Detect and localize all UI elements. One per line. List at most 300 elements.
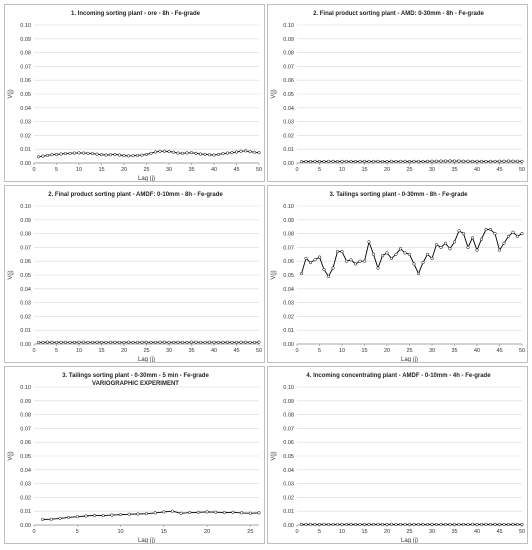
chart-title: 3. Tailings sorting plant - 0-30mm - 5 min - Fe-grade [62, 373, 209, 379]
y-tick-label: 0.05 [20, 92, 31, 98]
y-axis-label: V(j) [8, 270, 14, 280]
x-axis-label: Lag (j) [137, 176, 156, 182]
data-point [64, 341, 67, 344]
data-point [100, 341, 103, 344]
data-point [368, 523, 371, 526]
data-point [76, 515, 79, 518]
data-point [154, 151, 157, 154]
data-point [381, 254, 384, 257]
x-tick-label: 5 [317, 348, 322, 354]
data-point [444, 160, 447, 163]
data-point [132, 341, 135, 344]
data-point [521, 232, 524, 235]
data-point [206, 511, 209, 514]
data-point [213, 154, 216, 157]
data-point [327, 275, 330, 278]
data-point [258, 341, 261, 344]
data-point [105, 341, 108, 344]
data-point [503, 242, 506, 245]
y-tick-label: 0.06 [20, 440, 31, 447]
x-tick-label: 20 [383, 529, 391, 535]
series-line [43, 511, 259, 519]
data-point [413, 523, 416, 526]
chart-panel-6 [267, 366, 528, 544]
data-point [399, 247, 402, 250]
y-tick-label: 0.02 [283, 314, 294, 321]
y-tick-label: 0.04 [283, 467, 294, 474]
x-tick-label: 50 [518, 348, 526, 354]
data-point [136, 341, 139, 344]
data-point [485, 228, 488, 231]
x-tick-label: 25 [247, 529, 254, 535]
data-point [154, 512, 157, 515]
data-point [431, 257, 434, 260]
data-point [93, 514, 96, 517]
x-tick-label: 10 [338, 167, 346, 173]
data-point [118, 154, 121, 157]
y-tick-label: 0.10 [20, 385, 31, 391]
data-point [127, 155, 130, 158]
data-point [73, 152, 76, 155]
y-tick-label: 0.09 [283, 398, 294, 405]
y-tick-label: 0.08 [283, 412, 294, 419]
data-point [395, 253, 398, 256]
y-tick-label: 0.08 [20, 50, 31, 57]
x-tick-label: 25 [406, 529, 413, 535]
x-tick-label: 45 [233, 167, 240, 173]
data-point [458, 230, 461, 233]
data-point [453, 241, 456, 244]
data-point [188, 511, 191, 514]
data-point [449, 247, 452, 250]
data-point [408, 523, 411, 526]
data-point [494, 160, 497, 163]
data-point [181, 152, 184, 155]
data-point [363, 523, 366, 526]
data-point [426, 160, 429, 163]
y-tick-label: 0.01 [283, 509, 294, 516]
data-point [422, 160, 425, 163]
chart-svg [5, 5, 265, 182]
series-line [302, 161, 523, 162]
y-tick-label: 0.07 [283, 426, 294, 433]
data-point [476, 523, 479, 526]
x-tick-label: 40 [473, 167, 481, 173]
data-point [46, 341, 49, 344]
y-axis-label: V(j) [271, 451, 277, 461]
data-point [404, 160, 407, 163]
data-point [55, 153, 58, 156]
data-point [404, 523, 407, 526]
x-tick-label: 30 [428, 348, 436, 354]
data-point [408, 160, 411, 163]
y-tick-label: 0.10 [283, 204, 294, 210]
data-point [258, 512, 261, 515]
y-tick-label: 0.05 [283, 273, 294, 279]
data-point [462, 160, 465, 163]
x-tick-label: 5 [317, 529, 322, 535]
y-tick-label: 0.03 [283, 119, 294, 126]
chart-panel-2 [267, 4, 528, 182]
y-tick-label: 0.05 [20, 273, 31, 279]
data-point [489, 160, 492, 163]
data-point [318, 256, 321, 259]
data-point [168, 150, 171, 153]
x-tick-label: 30 [165, 348, 173, 354]
data-point [114, 341, 117, 344]
data-point [435, 243, 438, 246]
data-point [399, 523, 402, 526]
data-point [377, 160, 380, 163]
data-point [498, 249, 501, 252]
data-point [431, 523, 434, 526]
data-point [521, 160, 524, 163]
x-tick-label: 20 [204, 529, 211, 535]
data-point [100, 153, 103, 156]
x-tick-label: 5 [54, 167, 59, 173]
data-point [471, 523, 474, 526]
data-point [231, 151, 234, 154]
data-point [141, 341, 144, 344]
data-point [232, 511, 235, 514]
data-point [404, 252, 407, 255]
data-point [507, 523, 510, 526]
data-point [422, 523, 425, 526]
data-point [145, 153, 148, 156]
data-point [226, 152, 229, 155]
data-point [123, 154, 126, 157]
x-tick-label: 40 [210, 348, 218, 354]
data-point [489, 228, 492, 231]
data-point [444, 242, 447, 245]
data-point [359, 523, 362, 526]
y-tick-label: 0.09 [20, 217, 31, 224]
y-tick-label: 0.07 [20, 245, 31, 252]
data-point [309, 160, 312, 163]
data-point [345, 260, 348, 263]
data-point [300, 523, 303, 526]
data-point [96, 153, 99, 156]
data-point [85, 515, 88, 518]
data-point [435, 523, 438, 526]
x-tick-label: 0 [295, 167, 299, 173]
y-axis-label: V(j) [271, 270, 277, 280]
chart-title: 2. Final product sorting plant - AMD: 0-30mm - 8h - Fe-grade [313, 11, 484, 17]
data-point [359, 160, 362, 163]
data-point [119, 513, 122, 516]
x-tick-label: 50 [255, 348, 263, 354]
data-point [422, 261, 425, 264]
y-tick-label: 0.09 [20, 36, 31, 43]
data-point [217, 341, 220, 344]
data-point [253, 341, 256, 344]
data-point [190, 151, 193, 154]
data-point [91, 152, 94, 155]
x-tick-label: 35 [188, 167, 195, 173]
data-point [372, 160, 375, 163]
data-point [37, 341, 40, 344]
x-tick-label: 45 [496, 348, 503, 354]
data-point [417, 160, 420, 163]
x-tick-label: 0 [32, 529, 36, 535]
y-tick-label: 0.01 [20, 147, 31, 154]
data-point [471, 160, 474, 163]
data-point [489, 523, 492, 526]
x-tick-label: 15 [160, 529, 167, 535]
x-tick-label: 30 [428, 529, 436, 535]
data-point [258, 151, 261, 154]
data-point [480, 238, 483, 241]
data-point [413, 160, 416, 163]
y-tick-label: 0.00 [283, 523, 294, 529]
data-point [449, 160, 452, 163]
x-tick-label: 10 [75, 348, 83, 354]
data-point [480, 523, 483, 526]
y-tick-label: 0.00 [283, 161, 294, 167]
data-point [467, 523, 470, 526]
data-point [41, 518, 44, 521]
y-tick-label: 0.01 [283, 147, 294, 154]
data-point [180, 512, 183, 515]
x-tick-label: 15 [361, 348, 368, 354]
x-tick-label: 15 [98, 348, 105, 354]
data-point [204, 341, 207, 344]
chart-title: 4. Incoming concentrating plant - AMDF - 0-10mm - 4h - Fe-grade [306, 373, 491, 379]
y-axis-label: V(j) [271, 89, 277, 99]
data-point [60, 153, 63, 156]
data-point [132, 154, 135, 157]
data-point [431, 160, 434, 163]
data-point [109, 153, 112, 156]
data-point [480, 160, 483, 163]
data-point [390, 257, 393, 260]
x-tick-label: 35 [451, 529, 458, 535]
data-point [435, 160, 438, 163]
y-tick-label: 0.10 [283, 23, 294, 29]
data-point [42, 341, 45, 344]
data-point [96, 341, 99, 344]
data-point [413, 263, 416, 266]
x-tick-label: 40 [210, 167, 218, 173]
y-tick-label: 0.05 [283, 454, 294, 460]
chart-svg [268, 5, 528, 182]
data-point [507, 235, 510, 238]
data-point [78, 152, 81, 155]
data-point [249, 150, 252, 153]
data-point [195, 341, 198, 344]
x-tick-label: 0 [295, 348, 299, 354]
data-point [498, 523, 501, 526]
data-point [163, 150, 166, 153]
y-tick-label: 0.06 [20, 259, 31, 266]
y-tick-label: 0.02 [283, 495, 294, 502]
chart-panel-4 [267, 185, 528, 363]
data-point [231, 341, 234, 344]
data-point [208, 341, 211, 344]
y-tick-label: 0.04 [283, 286, 294, 293]
data-point [226, 341, 229, 344]
data-point [363, 160, 366, 163]
data-point [55, 341, 58, 344]
data-point [50, 518, 53, 521]
data-point [168, 341, 171, 344]
data-point [163, 511, 166, 514]
data-point [521, 523, 524, 526]
data-point [128, 513, 131, 516]
data-point [249, 341, 252, 344]
data-point [111, 514, 114, 517]
data-point [512, 160, 515, 163]
data-point [145, 512, 148, 515]
data-point [354, 523, 357, 526]
y-tick-label: 0.00 [20, 161, 31, 167]
y-tick-label: 0.03 [20, 481, 31, 488]
data-point [51, 153, 54, 156]
chart-svg [5, 367, 265, 544]
data-point [440, 523, 443, 526]
data-point [467, 246, 470, 249]
y-tick-label: 0.10 [20, 23, 31, 29]
data-point [300, 160, 303, 163]
data-point [305, 523, 308, 526]
y-tick-label: 0.06 [283, 78, 294, 85]
data-point [332, 160, 335, 163]
y-tick-label: 0.09 [20, 398, 31, 405]
x-tick-label: 50 [518, 529, 526, 535]
x-tick-label: 50 [255, 167, 263, 173]
x-tick-label: 15 [361, 529, 368, 535]
data-point [494, 232, 497, 235]
data-point [471, 236, 474, 239]
y-tick-label: 0.08 [283, 50, 294, 57]
data-point [390, 523, 393, 526]
data-point [462, 232, 465, 235]
data-point [213, 341, 216, 344]
data-point [453, 160, 456, 163]
data-point [118, 341, 121, 344]
y-tick-label: 0.02 [20, 314, 31, 321]
data-point [51, 341, 54, 344]
data-point [305, 160, 308, 163]
y-tick-label: 0.00 [20, 523, 31, 529]
data-point [354, 263, 357, 266]
data-point [498, 160, 501, 163]
data-point [323, 268, 326, 271]
data-point [42, 155, 45, 158]
y-tick-label: 0.01 [20, 509, 31, 516]
y-tick-label: 0.00 [283, 342, 294, 348]
chart-panel-3 [4, 185, 265, 363]
x-tick-label: 50 [518, 167, 526, 173]
x-tick-label: 10 [117, 529, 124, 535]
x-tick-label: 25 [143, 167, 150, 173]
x-tick-label: 5 [317, 167, 322, 173]
data-point [341, 160, 344, 163]
data-point [440, 246, 443, 249]
data-point [240, 512, 243, 515]
y-tick-label: 0.04 [283, 105, 294, 112]
data-point [235, 151, 238, 154]
x-tick-label: 25 [406, 167, 413, 173]
data-point [87, 152, 90, 155]
data-point [341, 250, 344, 253]
data-point [199, 341, 202, 344]
data-point [253, 151, 256, 154]
chart-panel-1 [4, 4, 265, 182]
data-point [336, 523, 339, 526]
x-tick-label: 35 [451, 348, 458, 354]
x-tick-label: 20 [120, 348, 128, 354]
data-point [390, 160, 393, 163]
data-point [67, 516, 70, 519]
x-tick-label: 10 [338, 348, 346, 354]
data-point [327, 160, 330, 163]
data-point [336, 250, 339, 253]
data-point [171, 510, 174, 513]
x-tick-label: 20 [383, 348, 391, 354]
data-point [350, 160, 353, 163]
chart-svg [268, 186, 528, 363]
data-point [377, 267, 380, 270]
data-point [91, 341, 94, 344]
data-point [305, 257, 308, 260]
x-tick-label: 45 [496, 167, 503, 173]
data-point [163, 341, 166, 344]
x-tick-label: 0 [32, 167, 36, 173]
y-tick-label: 0.04 [20, 467, 31, 474]
y-tick-label: 0.03 [20, 300, 31, 307]
data-point [222, 341, 225, 344]
data-point [359, 260, 362, 263]
data-point [467, 160, 470, 163]
data-point [159, 150, 162, 153]
data-point [244, 150, 247, 153]
data-point [64, 152, 67, 155]
y-tick-label: 0.08 [20, 412, 31, 419]
data-point [512, 231, 515, 234]
data-point [368, 241, 371, 244]
data-point [127, 341, 130, 344]
data-point [195, 152, 198, 155]
y-tick-label: 0.02 [20, 495, 31, 502]
data-point [354, 160, 357, 163]
x-tick-label: 15 [361, 167, 368, 173]
y-tick-label: 0.04 [20, 286, 31, 293]
x-axis-label: Lag (j) [400, 357, 419, 363]
chart-title: 3. Tailings sorting plant - 0-30mm - 8h - Fe-grade [329, 192, 468, 198]
y-tick-label: 0.10 [283, 385, 294, 391]
data-point [440, 160, 443, 163]
y-tick-label: 0.05 [283, 92, 294, 98]
data-point [350, 259, 353, 262]
data-point [222, 152, 225, 155]
data-point [314, 160, 317, 163]
y-tick-label: 0.03 [283, 481, 294, 488]
y-tick-label: 0.03 [283, 300, 294, 307]
y-tick-label: 0.05 [20, 454, 31, 460]
data-point [249, 512, 252, 515]
x-axis-label: Lag (j) [137, 357, 156, 363]
data-point [458, 523, 461, 526]
y-tick-label: 0.08 [283, 231, 294, 238]
data-point [386, 252, 389, 255]
data-point [300, 272, 303, 275]
data-point [323, 523, 326, 526]
chart-title: 2. Final product sorting plant - AMDF: 0-10mm - 8h - Fe-grade [48, 192, 223, 198]
data-point [386, 523, 389, 526]
data-point [235, 341, 238, 344]
data-point [485, 523, 488, 526]
